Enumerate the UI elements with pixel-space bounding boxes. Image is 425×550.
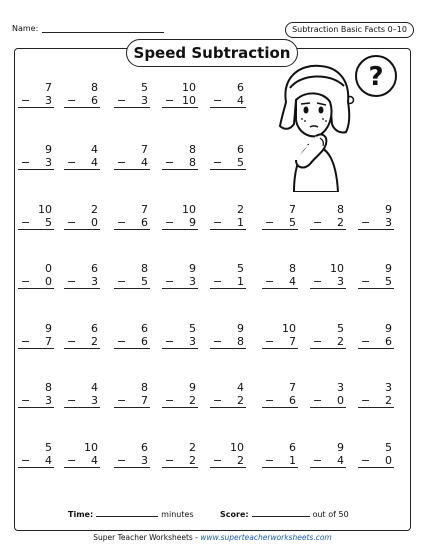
minus-sign: − [21, 454, 31, 467]
minuend: 5 [237, 262, 244, 275]
credit-url[interactable]: www.superteacherworksheets.com [200, 533, 332, 542]
subtraction-problem [210, 81, 246, 108]
subtrahend: 6 [91, 94, 98, 107]
minus-sign: − [313, 394, 323, 407]
minuend: 7 [289, 203, 296, 216]
minus-sign: − [265, 394, 275, 407]
minus-sign: − [21, 275, 31, 288]
subtrahend: 6 [141, 216, 148, 229]
subtrahend-line [262, 275, 298, 289]
subtrahend: 0 [45, 275, 52, 288]
minus-sign: − [265, 335, 275, 348]
minus-sign: − [361, 454, 371, 467]
subtrahend-line [262, 454, 298, 468]
subtraction-problem [358, 203, 394, 230]
subtrahend: 3 [189, 275, 196, 288]
subtrahend: 4 [91, 156, 98, 169]
minuend: 10 [182, 203, 196, 216]
subtraction-problem [64, 322, 100, 349]
subtrahend-line [162, 216, 198, 230]
subtrahend: 8 [237, 335, 244, 348]
question-mark-icon: ? [368, 62, 384, 92]
subtraction-problem [210, 441, 246, 468]
subtrahend: 1 [237, 216, 244, 229]
subtraction-problem [162, 203, 198, 230]
subtrahend-line [18, 454, 54, 468]
subtrahend: 3 [45, 394, 52, 407]
minuend: 3 [337, 381, 344, 394]
subtraction-problem [162, 262, 198, 289]
subtraction-problem [114, 262, 150, 289]
worksheet-title: Speed Subtraction [126, 39, 298, 67]
minuend: 8 [141, 262, 148, 275]
subtrahend-line [310, 454, 346, 468]
credit-brand: Super Teacher Worksheets [93, 533, 193, 542]
subtrahend: 2 [237, 454, 244, 467]
topic-badge: Subtraction Basic Facts 0–10 [285, 22, 414, 38]
subtrahend-line [18, 216, 54, 230]
score-field [220, 508, 349, 519]
minuend: 8 [91, 81, 98, 94]
minus-sign: − [117, 156, 127, 169]
subtrahend: 4 [141, 156, 148, 169]
subtrahend-line [262, 216, 298, 230]
subtrahend-line [18, 156, 54, 170]
score-label: Score: [220, 510, 249, 519]
minus-sign: − [21, 335, 31, 348]
thinking-girl-icon [268, 52, 408, 192]
minuend: 4 [237, 381, 244, 394]
minuend: 10 [282, 322, 296, 335]
subtraction-problem [64, 381, 100, 408]
minus-sign: − [117, 94, 127, 107]
minuend: 6 [237, 143, 244, 156]
minuend: 6 [91, 322, 98, 335]
subtrahend-line [310, 275, 346, 289]
subtraction-problem [162, 441, 198, 468]
subtrahend-line [114, 156, 150, 170]
minus-sign: − [361, 335, 371, 348]
subtrahend-line [18, 94, 54, 108]
minuend: 9 [189, 381, 196, 394]
minuend: 9 [45, 143, 52, 156]
subtraction-problem [114, 322, 150, 349]
minus-sign: − [213, 216, 223, 229]
name-field [12, 23, 164, 33]
subtrahend-line [18, 335, 54, 349]
subtrahend: 4 [237, 94, 244, 107]
subtraction-problem [18, 81, 54, 108]
minuend: 5 [141, 81, 148, 94]
subtrahend: 2 [189, 394, 196, 407]
subtraction-problem [262, 381, 298, 408]
minus-sign: − [21, 394, 31, 407]
minus-sign: − [67, 156, 77, 169]
time-unit: minutes [161, 510, 194, 519]
subtraction-problem [64, 441, 100, 468]
subtrahend-line [162, 94, 198, 108]
time-label: Time: [68, 510, 94, 519]
minus-sign: − [165, 216, 175, 229]
subtraction-problem [210, 203, 246, 230]
subtraction-problem [64, 143, 100, 170]
subtrahend: 8 [189, 156, 196, 169]
minuend: 8 [141, 381, 148, 394]
subtrahend: 5 [237, 156, 244, 169]
minuend: 9 [337, 441, 344, 454]
minus-sign: − [213, 94, 223, 107]
credit-separator: - [192, 533, 201, 542]
minus-sign: − [67, 216, 77, 229]
minus-sign: − [213, 454, 223, 467]
minuend: 6 [91, 262, 98, 275]
minus-sign: − [361, 394, 371, 407]
subtrahend-line [358, 275, 394, 289]
subtraction-problem [18, 441, 54, 468]
minus-sign: − [213, 394, 223, 407]
subtraction-problem [162, 322, 198, 349]
subtraction-problem [114, 81, 150, 108]
minuend: 5 [45, 441, 52, 454]
minus-sign: − [67, 94, 77, 107]
minus-sign: − [117, 335, 127, 348]
subtraction-problem [262, 441, 298, 468]
subtrahend: 3 [189, 335, 196, 348]
subtrahend-line [210, 156, 246, 170]
subtrahend-line [210, 454, 246, 468]
subtrahend-line [18, 394, 54, 408]
minus-sign: − [313, 275, 323, 288]
subtraction-problem [114, 203, 150, 230]
subtrahend-line [18, 275, 54, 289]
subtraction-problem [64, 262, 100, 289]
minus-sign: − [117, 454, 127, 467]
minus-sign: − [361, 275, 371, 288]
subtrahend: 3 [45, 94, 52, 107]
subtraction-problem [18, 381, 54, 408]
subtraction-problem [162, 81, 198, 108]
subtraction-problem [210, 262, 246, 289]
subtraction-problem [310, 381, 346, 408]
subtrahend-line [162, 394, 198, 408]
subtrahend-line [114, 394, 150, 408]
name-line[interactable] [42, 23, 164, 33]
subtrahend-line [358, 335, 394, 349]
subtrahend-line [210, 335, 246, 349]
minus-sign: − [213, 275, 223, 288]
minuend: 10 [330, 262, 344, 275]
subtraction-problem [310, 322, 346, 349]
subtraction-problem [64, 81, 100, 108]
minuend: 9 [189, 262, 196, 275]
subtraction-problem [358, 381, 394, 408]
subtrahend: 6 [141, 335, 148, 348]
subtrahend-line [64, 156, 100, 170]
subtrahend-line [64, 394, 100, 408]
subtraction-problem [358, 262, 394, 289]
subtrahend: 4 [45, 454, 52, 467]
subtrahend: 5 [289, 216, 296, 229]
subtrahend: 2 [337, 216, 344, 229]
minuend: 9 [237, 322, 244, 335]
subtrahend: 0 [385, 454, 392, 467]
subtrahend-line [210, 394, 246, 408]
subtrahend-line [114, 335, 150, 349]
minuend: 9 [385, 203, 392, 216]
minuend: 7 [141, 203, 148, 216]
minus-sign: − [165, 335, 175, 348]
subtraction-problem [310, 441, 346, 468]
minuend: 2 [237, 203, 244, 216]
minus-sign: − [165, 156, 175, 169]
subtrahend: 9 [189, 216, 196, 229]
minus-sign: − [21, 94, 31, 107]
subtrahend: 3 [91, 275, 98, 288]
subtraction-problem [18, 203, 54, 230]
subtraction-problem [64, 203, 100, 230]
footer-credit [0, 533, 425, 542]
minus-sign: − [165, 275, 175, 288]
minus-sign: − [117, 275, 127, 288]
minus-sign: − [213, 335, 223, 348]
subtrahend-line [210, 94, 246, 108]
minuend: 6 [141, 322, 148, 335]
minus-sign: − [67, 335, 77, 348]
subtrahend-line [64, 216, 100, 230]
subtrahend-line [114, 275, 150, 289]
minuend: 10 [230, 441, 244, 454]
subtrahend: 0 [337, 394, 344, 407]
minuend: 0 [45, 262, 52, 275]
minus-sign: − [265, 454, 275, 467]
subtrahend: 2 [337, 335, 344, 348]
subtrahend-line [114, 454, 150, 468]
minus-sign: − [67, 394, 77, 407]
subtraction-problem [358, 441, 394, 468]
subtrahend-line [210, 216, 246, 230]
minuend: 2 [91, 203, 98, 216]
minuend: 3 [385, 381, 392, 394]
subtraction-problem [162, 143, 198, 170]
minuend: 6 [141, 441, 148, 454]
subtrahend: 2 [189, 454, 196, 467]
time-field [68, 508, 194, 519]
minus-sign: − [313, 335, 323, 348]
minus-sign: − [265, 275, 275, 288]
minus-sign: − [117, 216, 127, 229]
subtrahend: 4 [91, 454, 98, 467]
subtrahend-line [358, 216, 394, 230]
minus-sign: − [165, 454, 175, 467]
subtrahend-line [310, 216, 346, 230]
minus-sign: − [67, 275, 77, 288]
minuend: 7 [289, 381, 296, 394]
subtraction-problem [262, 262, 298, 289]
minuend: 4 [91, 143, 98, 156]
minuend: 9 [385, 262, 392, 275]
subtrahend: 3 [385, 216, 392, 229]
minuend: 5 [385, 441, 392, 454]
subtraction-problem [262, 322, 298, 349]
minus-sign: − [265, 216, 275, 229]
time-blank[interactable] [96, 508, 158, 517]
minuend: 8 [189, 143, 196, 156]
subtraction-problem [18, 262, 54, 289]
subtraction-problem [114, 143, 150, 170]
subtraction-problem [310, 203, 346, 230]
subtraction-problem [262, 203, 298, 230]
subtrahend-line [114, 216, 150, 230]
subtraction-problem [18, 143, 54, 170]
subtraction-problem [310, 262, 346, 289]
subtrahend-line [310, 394, 346, 408]
subtrahend-line [262, 394, 298, 408]
minus-sign: − [117, 394, 127, 407]
minuend: 10 [182, 81, 196, 94]
subtrahend-line [162, 454, 198, 468]
subtrahend: 1 [289, 454, 296, 467]
subtraction-problem [114, 441, 150, 468]
name-label: Name: [12, 24, 39, 33]
minuend: 6 [237, 81, 244, 94]
minuend: 2 [189, 441, 196, 454]
subtrahend: 3 [91, 394, 98, 407]
subtrahend: 2 [91, 335, 98, 348]
subtrahend: 3 [337, 275, 344, 288]
subtrahend-line [310, 335, 346, 349]
subtrahend: 7 [141, 394, 148, 407]
subtrahend-line [262, 335, 298, 349]
minuend: 10 [38, 203, 52, 216]
subtrahend-line [162, 156, 198, 170]
subtrahend: 4 [289, 275, 296, 288]
subtraction-problem [210, 381, 246, 408]
minus-sign: − [313, 216, 323, 229]
subtraction-problem [114, 381, 150, 408]
minuend: 8 [289, 262, 296, 275]
subtrahend: 2 [385, 394, 392, 407]
subtrahend-line [64, 454, 100, 468]
subtrahend: 6 [289, 394, 296, 407]
minus-sign: − [21, 156, 31, 169]
subtraction-problem [210, 322, 246, 349]
subtrahend-line [162, 275, 198, 289]
subtraction-problem [210, 143, 246, 170]
subtraction-problem [358, 322, 394, 349]
subtrahend: 1 [237, 275, 244, 288]
minus-sign: − [67, 454, 77, 467]
minuend: 5 [337, 322, 344, 335]
minus-sign: − [213, 156, 223, 169]
minus-sign: − [21, 216, 31, 229]
subtrahend-line [358, 394, 394, 408]
minuend: 6 [289, 441, 296, 454]
subtrahend: 5 [45, 216, 52, 229]
subtrahend: 2 [237, 394, 244, 407]
minuend: 7 [45, 81, 52, 94]
minus-sign: − [361, 216, 371, 229]
score-suffix: out of 50 [312, 510, 349, 519]
subtrahend-line [114, 94, 150, 108]
subtrahend: 7 [289, 335, 296, 348]
subtrahend-line [64, 94, 100, 108]
subtrahend: 5 [141, 275, 148, 288]
subtraction-problem [18, 322, 54, 349]
minuend: 9 [45, 322, 52, 335]
subtrahend-line [64, 275, 100, 289]
subtrahend-line [358, 454, 394, 468]
subtraction-problem [162, 381, 198, 408]
score-blank[interactable] [252, 508, 310, 517]
minuend: 4 [91, 381, 98, 394]
subtrahend: 6 [385, 335, 392, 348]
subtrahend: 7 [45, 335, 52, 348]
subtrahend: 3 [141, 94, 148, 107]
subtrahend: 4 [337, 454, 344, 467]
subtrahend: 0 [91, 216, 98, 229]
minuend: 8 [45, 381, 52, 394]
minuend: 5 [189, 322, 196, 335]
minus-sign: − [313, 454, 323, 467]
subtrahend: 5 [385, 275, 392, 288]
minuend: 9 [385, 322, 392, 335]
subtrahend: 3 [45, 156, 52, 169]
subtrahend-line [162, 335, 198, 349]
minuend: 7 [141, 143, 148, 156]
minuend: 10 [84, 441, 98, 454]
subtrahend-line [210, 275, 246, 289]
subtrahend: 10 [182, 94, 196, 107]
subtrahend: 3 [141, 454, 148, 467]
minus-sign: − [165, 394, 175, 407]
minuend: 8 [337, 203, 344, 216]
minus-sign: − [165, 94, 175, 107]
subtrahend-line [64, 335, 100, 349]
